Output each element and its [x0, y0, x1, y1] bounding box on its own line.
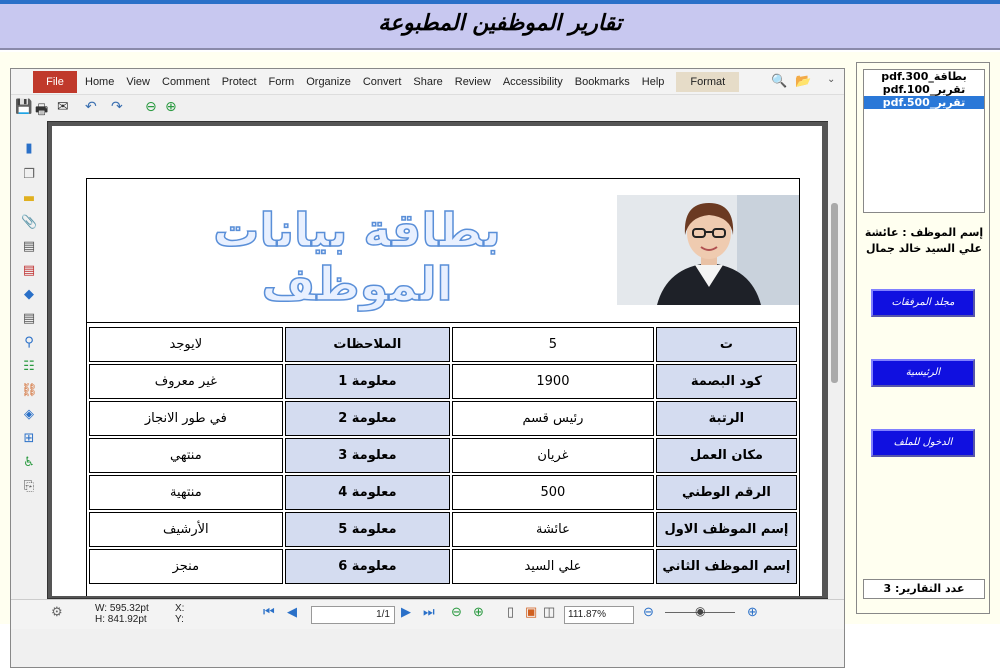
table-cell: الرقم الوطني [656, 475, 797, 510]
table-cell: معلومة 2 [285, 401, 450, 436]
cursor-y: Y: [175, 614, 184, 625]
zoom-slider-thumb[interactable]: ◉ [695, 604, 706, 618]
table-cell: معلومة 3 [285, 438, 450, 473]
link-icon[interactable]: ⛓ [21, 383, 38, 398]
pdf-icon[interactable]: ▤ [22, 263, 36, 278]
table-cell: معلومة 4 [285, 475, 450, 510]
table-cell: ت [656, 327, 797, 362]
table-row [89, 438, 797, 473]
table-row [89, 327, 797, 362]
menu-item-convert[interactable]: Convert [362, 76, 402, 88]
search-icon[interactable]: ⚲ [24, 335, 34, 350]
table-cell: مكان العمل [656, 438, 797, 473]
menu-item-accessibility[interactable]: Accessibility [502, 76, 563, 88]
export-icon[interactable]: ⎘ [23, 479, 35, 494]
chevron-down-icon[interactable]: ⌄ [827, 74, 836, 85]
open-file-button[interactable]: الدخول للملف [871, 429, 975, 457]
file-list[interactable] [863, 69, 985, 213]
table-cell: إسم الموظف الاول [656, 512, 797, 547]
back-icon[interactable]: ⊖ [145, 99, 157, 115]
page-area[interactable] [47, 121, 829, 599]
list-item-selected[interactable]: تقرير_pdf.500 [864, 96, 984, 109]
back-view-icon[interactable]: ⊖ [451, 604, 462, 619]
list-item[interactable]: تقرير_pdf.100 [882, 83, 966, 96]
cursor-x: X: [175, 603, 185, 614]
menu-item-format[interactable]: Format [676, 72, 739, 92]
table-row [89, 475, 797, 510]
table-cell: 500 [452, 475, 654, 510]
viewer-menubar [11, 69, 844, 95]
table-cell: في طور الانجاز [89, 401, 283, 436]
scrollbar-thumb[interactable] [831, 203, 838, 383]
table-cell: غريان [452, 438, 654, 473]
quick-toolbar [11, 95, 844, 119]
title-bar [0, 0, 1000, 50]
grid-icon[interactable]: ⊞ [23, 431, 35, 446]
layers-icon[interactable]: ◆ [24, 287, 34, 302]
folder-icon[interactable]: 📂 [795, 74, 812, 89]
vertical-scrollbar[interactable] [828, 121, 842, 599]
table-row [89, 401, 797, 436]
attachments-folder-button[interactable]: مجلد المرفقات [871, 289, 975, 317]
viewer-menu-items [79, 69, 739, 95]
prev-page-icon[interactable]: ◀ [287, 604, 297, 619]
table-cell: كود البصمة [656, 364, 797, 399]
employee-name-label: إسم الموظف : عائشة علي السيد خالد جمال [864, 226, 984, 255]
table-cell: الملاحظات [285, 327, 450, 362]
table-cell: 1900 [452, 364, 654, 399]
employee-photo [617, 195, 799, 305]
left-rail [11, 119, 45, 599]
table-cell: الأرشيف [89, 512, 283, 547]
viewer-statusbar [11, 599, 844, 629]
cursor-coordinates [175, 603, 184, 625]
employee-card [86, 178, 800, 596]
menu-item-bookmarks[interactable]: Bookmarks [574, 76, 630, 88]
continuous-page-icon[interactable]: ▣ [525, 604, 538, 619]
table-cell: 5 [452, 327, 654, 362]
employee-data-table [87, 325, 799, 586]
home-button[interactable]: الرئيسية [871, 359, 975, 387]
find-icon[interactable]: 🔍 [771, 74, 788, 89]
table-row [89, 512, 797, 547]
bookmark-icon[interactable]: ▮ [25, 141, 33, 156]
save-icon[interactable]: 💾 [15, 99, 33, 115]
card-header [87, 179, 799, 323]
pdf-viewer [10, 68, 845, 668]
table-cell: منتهية [89, 475, 283, 510]
settings-icon[interactable]: ⚙ [51, 604, 63, 619]
redo-icon[interactable]: ↷ [111, 99, 123, 115]
page-height: H: 841.92pt [95, 614, 147, 625]
attachment-icon[interactable]: 📎 [21, 215, 38, 230]
print-icon[interactable]: 🖶 [35, 102, 49, 118]
facing-page-icon[interactable]: ◫ [543, 604, 556, 619]
right-panel [856, 62, 990, 614]
menu-item-view[interactable]: View [126, 76, 150, 88]
table-cell: عائشة [452, 512, 654, 547]
pdf-page [52, 126, 822, 596]
file-menu-button[interactable]: File [33, 71, 77, 93]
table-cell: معلومة 6 [285, 549, 450, 584]
single-page-icon[interactable]: ▯ [507, 604, 515, 619]
zoom-select[interactable]: 111.87% [564, 606, 634, 624]
table-cell: لايوجد [89, 327, 283, 362]
table-row [89, 549, 797, 584]
menu-item-share[interactable]: Share [413, 76, 443, 88]
menu-item-organize[interactable]: Organize [306, 76, 351, 88]
list-item[interactable]: بطاقة_pdf.300 [881, 70, 967, 83]
table-cell: رئيس قسم [452, 401, 654, 436]
page-dimensions [95, 603, 149, 625]
tree-icon[interactable]: ☷ [23, 359, 35, 374]
table-cell: غير معروف [89, 364, 283, 399]
card-title: بطاقة بيانات الموظف [213, 203, 501, 311]
table-cell: منتهي [89, 438, 283, 473]
table-cell: معلومة 1 [285, 364, 450, 399]
last-page-icon[interactable]: ⏭ [423, 604, 435, 619]
forward-icon[interactable]: ⊕ [165, 99, 177, 115]
table-row [89, 364, 797, 399]
app-title: تقارير الموظفين المطبوعة [378, 10, 622, 36]
tag-icon[interactable]: ◈ [24, 407, 34, 422]
forward-view-icon[interactable]: ⊕ [473, 604, 484, 619]
menu-item-home[interactable]: Home [85, 76, 115, 88]
table-cell: الرتبة [656, 401, 797, 436]
email-icon[interactable]: ✉ [57, 99, 69, 115]
accessibility-icon[interactable]: ♿ [23, 455, 35, 470]
comment-icon[interactable]: ▬ [22, 191, 36, 206]
next-page-icon[interactable]: ▶ [401, 604, 411, 619]
report-count: عدد التقارير: 3 [863, 579, 985, 599]
page-width: W: 595.32pt [95, 603, 149, 614]
menu-item-review[interactable]: Review [454, 76, 491, 88]
main-area [0, 52, 1000, 624]
document-icon[interactable]: ▤ [22, 239, 36, 254]
pages-icon[interactable]: ❐ [23, 167, 35, 182]
page-number-input[interactable]: 1/1 [311, 606, 395, 624]
table-cell: معلومة 5 [285, 512, 450, 547]
zoom-out-icon[interactable]: ⊖ [643, 604, 654, 619]
menu-item-comment[interactable]: Comment [162, 76, 210, 88]
first-page-icon[interactable]: ⏮ [263, 604, 275, 619]
table-cell: إسم الموظف الثاني [656, 549, 797, 584]
table-cell: منجز [89, 549, 283, 584]
menu-item-protect[interactable]: Protect [221, 76, 257, 88]
menu-item-help[interactable]: Help [641, 76, 665, 88]
zoom-in-icon[interactable]: ⊕ [747, 604, 758, 619]
menu-item-form[interactable]: Form [268, 76, 295, 88]
table-cell: علي السيد [452, 549, 654, 584]
content-icon[interactable]: ▤ [22, 311, 36, 326]
undo-icon[interactable]: ↶ [85, 99, 97, 115]
